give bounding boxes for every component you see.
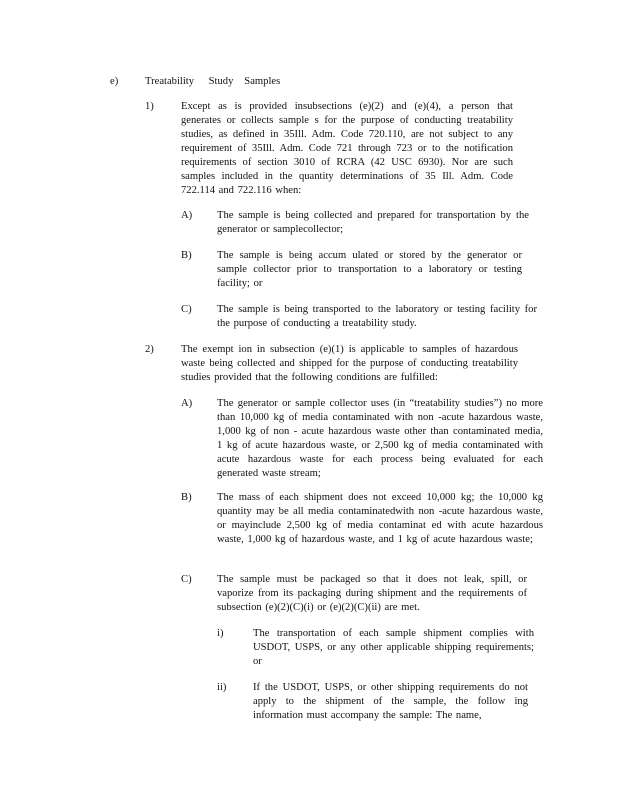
item-2-C-ii-label: ii) (217, 682, 227, 693)
item-1-A-label: A) (181, 210, 193, 221)
section-e-heading: Treatability Study Samples (145, 76, 281, 87)
item-2-C-text: The sample must be packaged so that it does not leak, spill, or vaporize from its packaging during shipment and the requirements of subsection (e)(2)(C)(i) or (e)(2)(C)(ii) are met. (217, 574, 527, 613)
item-2-C-label: C) (181, 574, 192, 585)
item-1-C-label: C) (181, 304, 192, 315)
item-1-C-text: The sample is being transported to the laboratory or testing facility for the purpose of conducting a treatability study. (217, 304, 537, 329)
item-2-B-text: The mass of each shipment does not exceed 10,000 kg; the 10,000 kg quantity may be all media contaminatedwith non -acute hazardous waste, or mayinclude 2,500 kg of media contaminat ed with acute hazardous waste, 1,000 kg of hazardous waste, and 1 kg of acute hazardous waste; (217, 492, 543, 545)
item-2-B-label: B) (181, 492, 192, 503)
item-2-C-i-label: i) (217, 628, 224, 639)
item-2-label: 2) (145, 344, 154, 355)
item-2-C-ii-text: If the USDOT, USPS, or other shipping requirements do not apply to the shipment of the sample, the follow ing information must accompany the sample: The name, (253, 682, 528, 721)
item-1-text: Except as is provided insubsections (e)(2) and (e)(4), a person that generates or collects sample s for the purpose of conducting treatability studies, as defined in 35Ill. Adm. Code 720.110, are not subject to any requirement of 35Ill. Adm. Code 721 through 723 or to the notification requirements of section 3010 of RCRA (42 USC 6930). Nor are such samples included in the quantity determinations of 35 Ill. Adm. Code 722.114 and 722.116 when: (181, 101, 513, 196)
item-2-A-label: A) (181, 398, 193, 409)
item-2-text: The exempt ion in subsection (e)(1) is applicable to samples of hazardous waste being collected and shipped for the purpose of conducting treatability studies provided that the following conditions are fulfilled: (181, 344, 518, 383)
item-2-A-text: The generator or sample collector uses (in “treatability studies”) no more than 10,000 kg of media contaminated with non -acute hazardous waste, 1,000 kg of non - acute hazardous waste other than contaminated media, 1 kg of acute hazardous waste, or 2,500 kg of media contaminated with acute hazardous waste for each process being evaluated for each generated waste stream; (217, 398, 543, 479)
item-2-C-i-text: The transportation of each sample shipment complies with USDOT, USPS, or any other applicable shipping requirements; or (253, 628, 534, 667)
item-1-A-text: The sample is being collected and prepared for transportation by the generator or samplecollector; (217, 210, 529, 235)
item-1-label: 1) (145, 101, 154, 112)
item-1-B-text: The sample is being accum ulated or stored by the generator or sample collector prior to transportation to a laboratory or testing facility; or (217, 250, 522, 289)
item-1-B-label: B) (181, 250, 192, 261)
section-e-label: e) (110, 76, 119, 87)
